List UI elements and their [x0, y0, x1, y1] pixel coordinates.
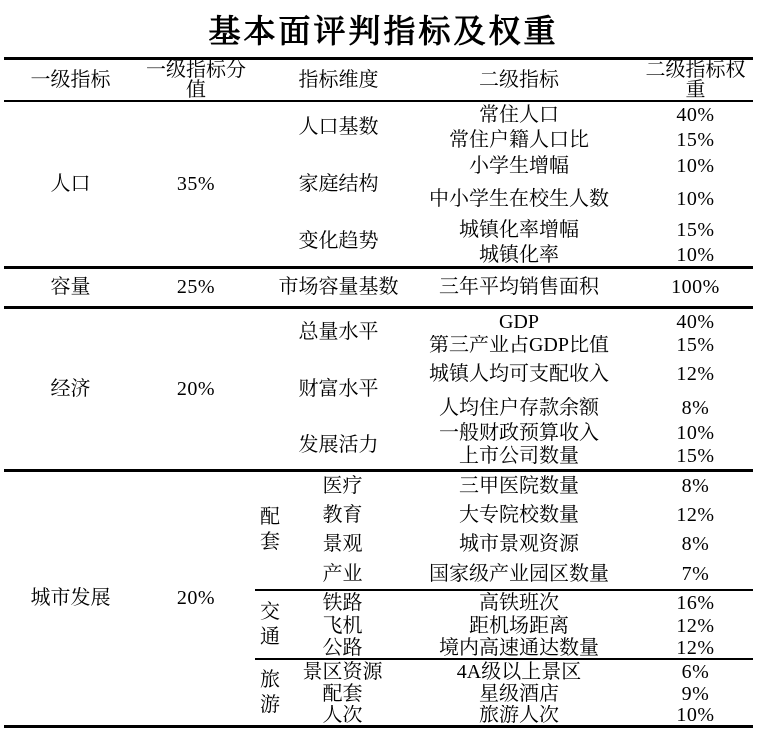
weight-cell: 15% [676, 444, 715, 467]
dimension-cell: 公路 [322, 637, 363, 659]
weight-cell: 8% [681, 533, 710, 555]
level2-indicator-cell: 城镇人均可支配收入 [429, 363, 609, 385]
dimension-cell: 财富水平 [298, 377, 379, 400]
level2-indicator-cell: 4A级以上景区 [456, 660, 582, 683]
level1-score-cell: 20% [176, 587, 216, 610]
level2-indicator-cell: 距机场距离 [469, 615, 569, 637]
level1-score-cell: 35% [176, 172, 216, 195]
level2-indicator-cell: 小学生增幅 [469, 155, 569, 177]
weight-cell: 10% [676, 187, 715, 210]
weight-cell: 8% [681, 474, 710, 497]
dimension-cell: 总量水平 [298, 320, 379, 343]
level1-score-cell: 20% [176, 377, 216, 400]
dimension-cell: 飞机 [322, 615, 363, 637]
level2-indicator-cell: 城镇化率增幅 [459, 219, 579, 241]
table-row [4, 470, 753, 500]
dimension-cell: 景观 [322, 533, 363, 555]
weight-cell: 7% [681, 562, 710, 585]
weight-cell: 12% [676, 504, 715, 526]
dimension-cell: 家庭结构 [298, 172, 379, 195]
block-label-cell: 配套 [260, 506, 280, 554]
level2-indicator-cell: 三年平均销售面积 [439, 276, 599, 298]
level2-indicator-cell: GDP [498, 310, 539, 333]
dimension-cell: 变化趋势 [298, 229, 379, 252]
level1-indicator-cell: 城市发展 [30, 587, 111, 610]
header-level2: 二级指标 [479, 69, 559, 91]
level2-indicator-cell: 第三产业占GDP比值 [428, 335, 609, 355]
dimension-cell: 人口基数 [298, 115, 379, 138]
weight-cell: 40% [676, 310, 715, 333]
weight-cell: 100% [671, 276, 720, 298]
level2-indicator-cell: 高铁班次 [479, 592, 559, 614]
weight-cell: 12% [676, 637, 715, 659]
dimension-cell: 配套 [322, 683, 363, 705]
level2-indicator-cell: 三甲医院数量 [459, 474, 579, 497]
block-label-cell: 交通 [260, 600, 280, 648]
level1-indicator-cell: 人口 [50, 172, 91, 195]
level2-indicator-cell: 人均住户存款余额 [439, 396, 599, 419]
weight-cell: 12% [676, 363, 715, 385]
weight-cell: 10% [676, 705, 715, 726]
level1-indicator-cell: 经济 [50, 377, 91, 400]
weight-cell: 16% [676, 592, 715, 614]
dimension-cell: 人次 [322, 705, 363, 726]
level2-indicator-cell: 城镇化率 [479, 244, 559, 266]
level2-indicator-cell: 星级酒店 [479, 683, 559, 705]
weight-cell: 6% [681, 660, 710, 683]
level2-indicator-cell: 大专院校数量 [459, 504, 579, 526]
title-bar [0, 0, 767, 57]
weight-cell: 15% [676, 219, 715, 241]
block-label-cell: 旅游 [260, 668, 280, 716]
level1-score-cell: 25% [176, 276, 216, 298]
level2-indicator-cell: 国家级产业园区数量 [429, 562, 609, 585]
table-row [4, 101, 753, 128]
page-title: 基本面评判指标及权重 [208, 12, 559, 49]
header-row [4, 59, 753, 102]
level2-indicator-cell: 旅游人次 [479, 705, 559, 726]
header-level2-weight: 二级指标权重 [645, 59, 746, 101]
weight-cell: 15% [676, 335, 715, 355]
table-row [4, 267, 753, 307]
level2-indicator-cell: 中小学生在校生人数 [429, 187, 609, 210]
weight-cell: 10% [676, 422, 715, 443]
level2-indicator-cell: 境内高速通达数量 [439, 637, 599, 659]
level2-indicator-cell: 上市公司数量 [459, 444, 579, 467]
header-dimension: 指标维度 [298, 69, 379, 91]
weight-cell: 10% [676, 155, 715, 177]
dimension-cell: 产业 [322, 562, 363, 585]
weight-cell: 10% [676, 244, 715, 266]
header-level1-score: 一级指标分值 [146, 59, 246, 101]
dimension-cell: 铁路 [322, 592, 363, 614]
weight-cell: 9% [681, 683, 710, 705]
level2-indicator-cell: 常住户籍人口比 [449, 128, 589, 151]
header-level1: 一级指标 [30, 69, 111, 91]
table-row [4, 307, 753, 335]
weight-cell: 40% [676, 104, 715, 126]
dimension-cell: 市场容量基数 [278, 276, 399, 298]
weight-cell: 12% [676, 615, 715, 637]
dimension-cell: 教育 [322, 504, 363, 526]
level1-indicator-cell: 容量 [50, 276, 91, 298]
dimension-cell: 发展活力 [298, 434, 379, 457]
weight-cell: 15% [676, 128, 715, 151]
level2-indicator-cell: 一般财政预算收入 [439, 422, 599, 443]
level2-indicator-cell: 城市景观资源 [459, 533, 579, 555]
weight-cell: 8% [681, 396, 710, 419]
level2-indicator-cell: 常住人口 [479, 104, 559, 126]
indicator-weight-table [4, 57, 753, 728]
dimension-cell: 景区资源 [302, 660, 383, 683]
dimension-cell: 医疗 [322, 474, 363, 497]
